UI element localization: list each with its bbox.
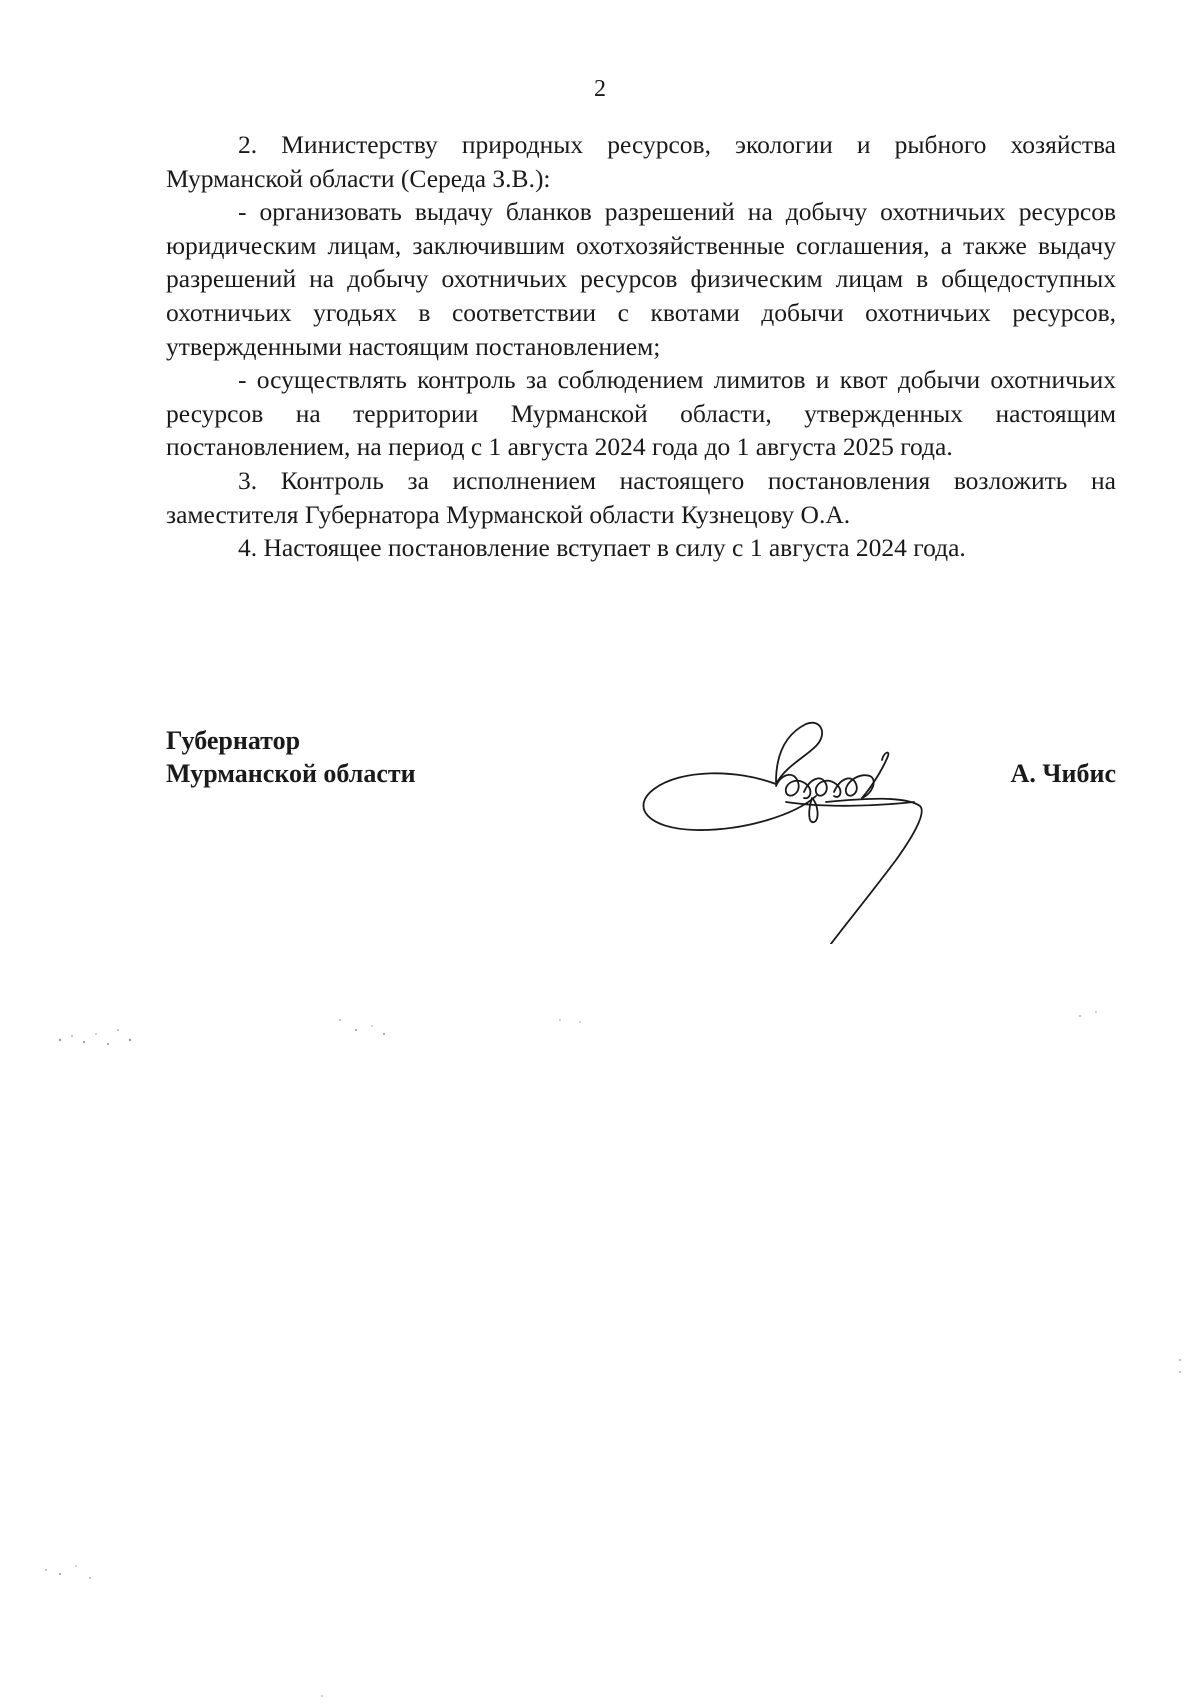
paragraph-subitem-control-limits: - осуществлять контроль за соблюдением лимитов и квот добычи охотничьих ресурсов на территории Мурманской области, утвержденных настоящим постановлением, на период с 1 августа 2024 года до 1 августа 2025 года. <box>166 365 1116 462</box>
signatory-name: А. Чибис <box>1010 759 1116 788</box>
paragraph-item-2: 2. Министерству природных ресурсов, экологии и рыбного хозяйства Мурманской области (Середа З.В.): <box>166 130 1116 193</box>
paragraph-subitem-issue-permits: - организовать выдачу бланков разрешений на добычу охотничьих ресурсов юридическим лицам, заключившим охотхозяйственные соглашения, а также выдачу разрешений на добычу охотничьих ресурсов физическим лицам в общедоступных охотничьих угодьях в соответствии с квотами добычи охотничьих ресурсов, утвержденными настоящим постановлением; <box>166 197 1116 361</box>
paragraph-item-4: 4. Настоящее постановление вступает в силу с 1 августа 2024 года. <box>238 533 966 563</box>
signature-block <box>166 724 1116 964</box>
signatory-title <box>166 724 416 790</box>
document-body <box>166 128 1116 565</box>
handwritten-signature <box>626 674 946 944</box>
page-number: 2 <box>594 76 606 102</box>
paragraph-item-3: 3. Контроль за исполнением настоящего постановления возложить на заместителя Губернатора Мурманской области Кузнецову О.А. <box>166 465 1116 529</box>
signatory-title-line-1: Губернатор <box>166 726 301 755</box>
signatory-title-line-2: Мурманской области <box>166 759 416 788</box>
